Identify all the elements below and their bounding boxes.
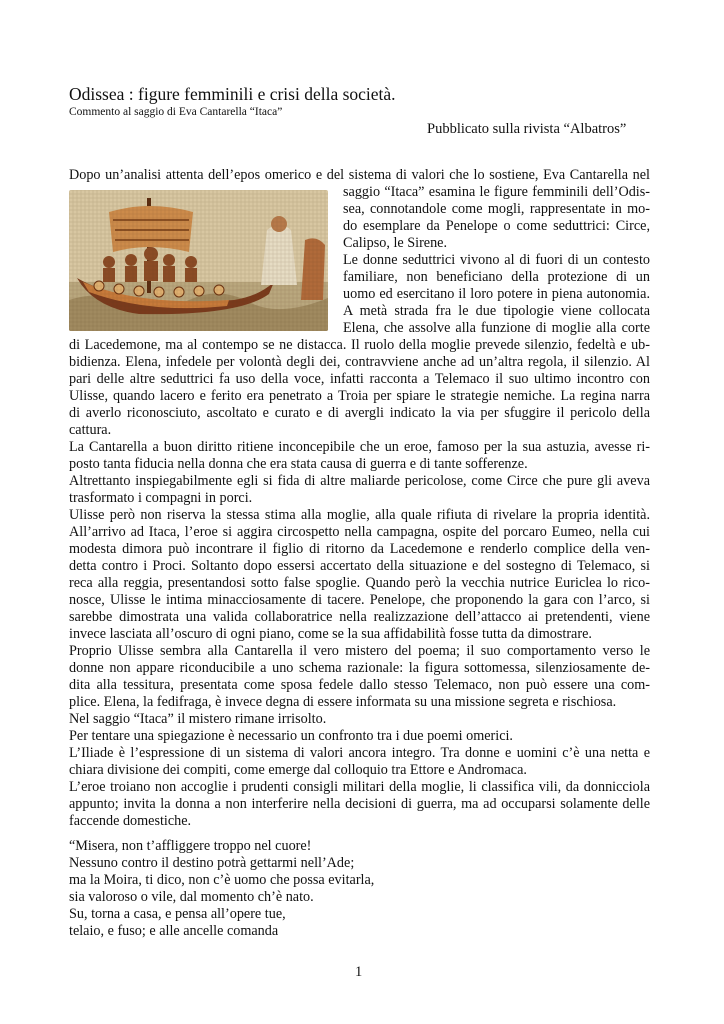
body-line: modesta dimora può incontrare il figlio di ritorno da Lacedemone e renderlo complice della ven- bbox=[69, 541, 650, 557]
body-line: pari delle altre seduttrici fa uso della voce, infatti racconta a Telemaco il suo ultimo incontro con bbox=[69, 371, 650, 387]
body-line: nosce, Ulisse le intima minacciosamente di tacere. Penelope, che proponendo la gara con l’arco, si bbox=[69, 592, 650, 608]
body-line: Proprio Ulisse sembra alla Cantarella il vero mistero del poema; il suo comportamento verso le bbox=[69, 643, 650, 659]
body-line: saggio “Itaca” esamina le figure femminili dell’Odis- bbox=[343, 184, 650, 200]
document-title: Odissea : figure femminili e crisi della società. bbox=[69, 84, 396, 104]
body-line: detta contro i Proci. Soltanto dopo essersi accertato della situazione e del sostegno di Telemaco, si bbox=[69, 558, 650, 574]
body-line: Dopo un’analisi attenta dell’epos omerico e del sistema di valori che lo sostiene, Eva Cantarella nel bbox=[69, 167, 650, 183]
body-line: donne non appare riconducibile a uno schema razionale: la figura sottomessa, silenziosamente de- bbox=[69, 660, 650, 676]
body-line: invece lasciata all’oscuro di ogni piano, come se la sua affidabilità fosse tutta da dimostrare. bbox=[69, 626, 592, 642]
body-line: dita alla tessitura, presentata come sposa fedele dallo stesso Telemaco, non può essere una com- bbox=[69, 677, 650, 693]
body-line: Ulisse, quando lacero e ferito era penetrato a Troia per spiare le strategie nemiche. La regina narra bbox=[69, 388, 650, 404]
quote-line: “Misera, non t’affliggere troppo nel cuore! bbox=[69, 838, 312, 854]
body-line: reca alla reggia, presentandosi sotto false spoglie. Quando però la vecchia nutrice Euriclea lo rico- bbox=[69, 575, 650, 591]
body-line: posto tanta fiducia nella donna che era stata causa di guerra e di tante sofferenze. bbox=[69, 456, 528, 472]
body-line: L’eroe troiano non accoglie i prudenti consigli militari della moglie, li classifica vili, da donnicciola bbox=[69, 779, 650, 795]
body-line: Calipso, le Sirene. bbox=[343, 235, 448, 251]
quote-line: Su, torna a casa, e pensa all’opere tue, bbox=[69, 906, 286, 922]
document-subtitle: Commento al saggio di Eva Cantarella “Itaca” bbox=[69, 106, 283, 118]
body-line: La Cantarella a buon diritto ritiene inconcepibile che un eroe, famoso per la sua astuzia, avesse ri- bbox=[69, 439, 650, 455]
quote-line: sia valoroso o vile, dal momento ch’è nato. bbox=[69, 889, 314, 905]
publication-note: Pubblicato sulla rivista “Albatros” bbox=[427, 121, 627, 137]
body-line: appunto; invita la donna a non interferire nella decisioni di guerra, ma ad occuparsi solamente delle bbox=[69, 796, 650, 812]
body-line: Le donne seduttrici vivono al di fuori di un contesto bbox=[343, 252, 650, 268]
quote-line: telaio, e fuso; e alle ancelle comanda bbox=[69, 923, 279, 939]
body-line: Altrettanto inspiegabilmente egli si fida di altre maliarde pericolose, come Circe che pure gli aveva bbox=[69, 473, 650, 489]
body-line: A metà strada fra le due tipologie viene collocata bbox=[343, 303, 650, 319]
body-line: Elena, che assolve alla funzione di moglie alla corte bbox=[343, 320, 650, 336]
body-line: All’arrivo ad Itaca, l’eroe si aggira circospetto nella campagna, ospite del porcaro Eumeo, nella cui bbox=[69, 524, 650, 540]
quote-line: ma la Moira, ti dico, non c’è uomo che possa evitarla, bbox=[69, 872, 375, 888]
body-line: sea, connotandole come mogli, rappresentate in mo- bbox=[343, 201, 650, 217]
body-line: sarebbe dimostrata una valida collaboratrice nella realizzazione dell’attacco ai pretendenti, viene bbox=[69, 609, 650, 625]
body-line: Ulisse però non riserva la stessa stima alla moglie, alla quale rifiuta di rivelare la propria identità. bbox=[69, 507, 650, 523]
body-line: do esemplare da Penelope o come seduttrici: Circe, bbox=[343, 218, 650, 234]
body-line: di Lacedemone, ma al contempo se ne distacca. Il ruolo della moglie prevede silenzio, fedeltà e ub- bbox=[69, 337, 650, 353]
body-line: faccende domestiche. bbox=[69, 813, 192, 829]
body-line: bidienza. Elena, infedele per volontà degli dei, contravviene anche ad un’altra regola, il silenzio. Al bbox=[69, 354, 650, 370]
body-line: Per tentare una spiegazione è necessario un confronto tra i due poemi omerici. bbox=[69, 728, 513, 744]
page-number: 1 bbox=[355, 964, 363, 980]
body-line: trasformato i compagni in porci. bbox=[69, 490, 253, 506]
body-line: chiara divisione dei compiti, come emerge dal colloquio tra Ettore e Andromaca. bbox=[69, 762, 527, 778]
quote-line: Nessuno contro il destino potrà gettarmi nell’Ade; bbox=[69, 855, 355, 871]
body-line: plice. Elena, la fedifraga, è invece degna di essere informata su una missione segreta e rischiosa. bbox=[69, 694, 617, 710]
body-line: Nel saggio “Itaca” il mistero rimane irrisolto. bbox=[69, 711, 327, 727]
body-line: cattura. bbox=[69, 422, 112, 438]
body-line: di averlo riconosciuto, ascoltato e curato e di avergli indicato la via per sfuggire il pericolo della bbox=[69, 405, 650, 421]
body-line: uomo ed esercitano il loro potere in piena autonomia. bbox=[343, 286, 650, 302]
body-line: familiare, non beneficiano della protezione di un bbox=[343, 269, 650, 285]
body-line: L’Iliade è l’espressione di un sistema di valori ancora integro. Tra donne e uomini c’è una netta e bbox=[69, 745, 650, 761]
